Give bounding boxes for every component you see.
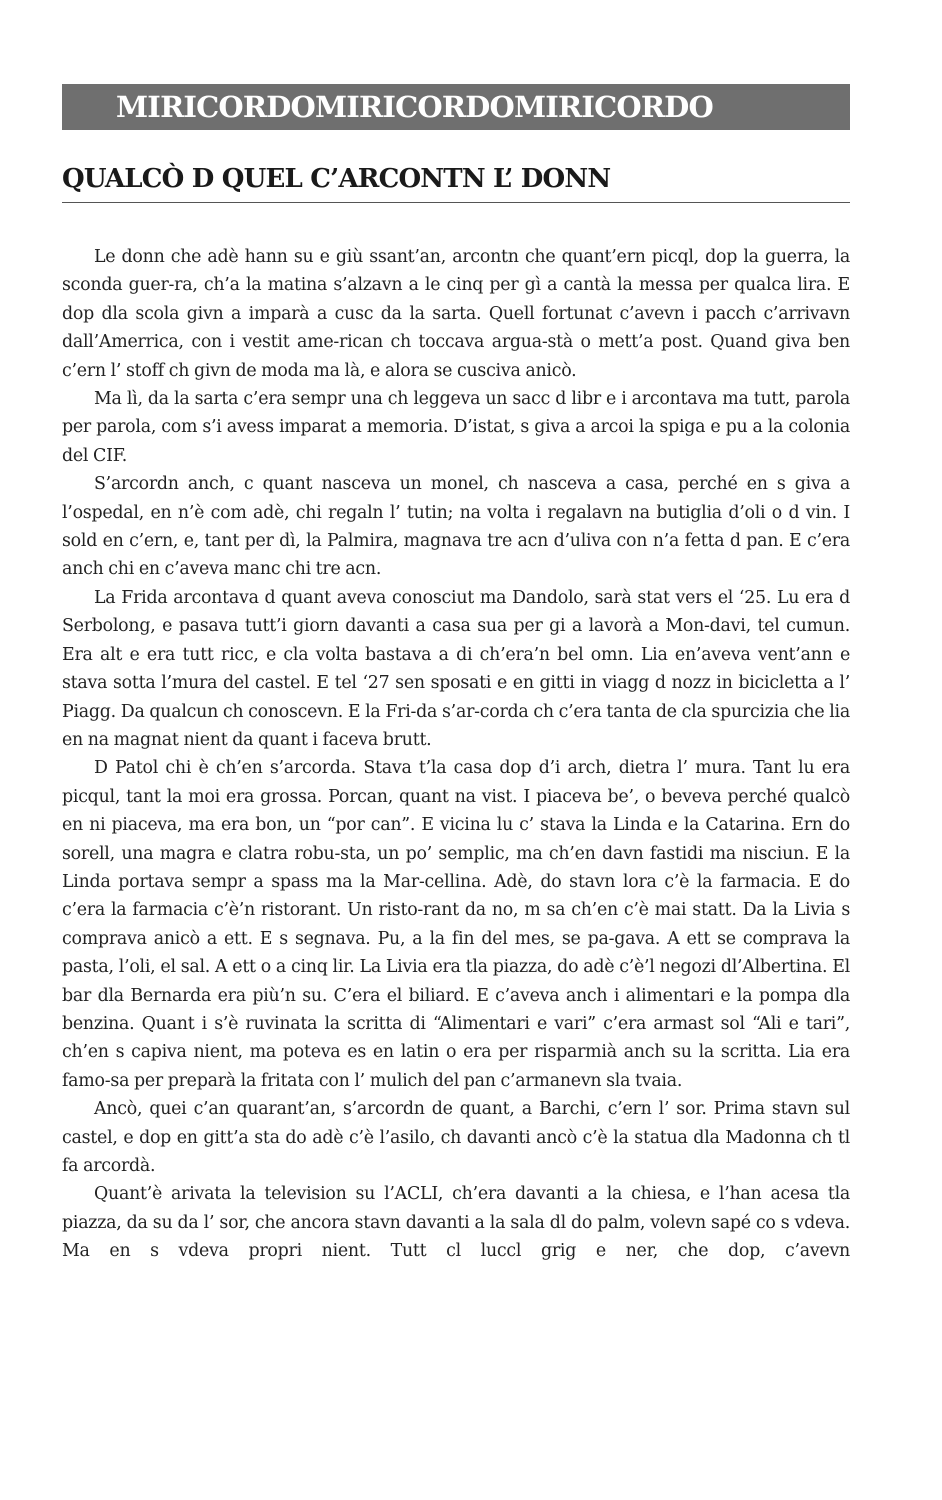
paragraph: S’arcordn anch, c quant nasceva un monel, ch nasceva a casa, perché en s giva a l’ospedal, en n’è com adè, chi regaln l’ tutin; na volta i regalavn na butiglia d’oli o d vin. I sold en c’ern, e, tant per dì, la Palmira, magnava tre acn d’uliva con n’a fetta d pan. E c’era anch chi en c’aveva manc chi tre acn.: [62, 474, 850, 580]
paragraph: D Patol chi è ch’en s’arcorda. Stava t’la casa dop d’i arch, dietra l’ mura. Tant lu era picqul, tant la moi era grossa. Porcan, quant na vist. I piaceva be’, o beveva perché qualcò en ni piaceva, ma era bon, un “por can”. E vicina lu c’ stava la Linda e la Catarina. Ern do sorell, una magra e clatra robu-sta, un po’ semplic, ma ch’en davn fastidi ma nisciun. E la Linda portava sempr a spass ma la Mar-cellina. Adè, do stavn lora c’è la farmacia. E do c’era la farmacia c’è’n ristorant. Un risto-rant da no, m sa ch’en c’è mai statt. Da la Livia s comprava anicò a ett. E s segnava. Pu, a la fin del mes, se pa-gava. A ett se comprava la pasta, l’oli, el sal. A ett o a cinq lir. La Livia era tla piazza, do adè c’è’l negozi dl’Albertina. El bar dla Bernarda era più’n su. C’era el biliard. E c’aveva anch i alimentari e la pompa dla benzina. Quant i s’è ruvinata la scritta di “Alimentari e vari” c’era armast sol “Ali e tari”, ch’en s capiva nient, ma poteva es en latin o era per risparmià anch su la scritta. Lia era famo-sa per preparà la fritata con l’ mulich del pan c’armanevn sla tvaia.: [62, 758, 850, 1091]
article-title: QUALCÒ D QUEL C’ARCONTN L’ DONN: [62, 164, 611, 194]
paragraph: Ma lì, da la sarta c’era sempr una ch leggeva un sacc d libr e i arcontava ma tutt, parola per parola, com s’i avess imparat a memoria. D’istat, s giva a arcoi la spiga e pu a la colonia del CIF.: [62, 389, 850, 466]
paragraph: Ancò, quei c’an quarant’an, s’arcordn de quant, a Barchi, c’ern l’ sor. Prima stavn sul castel, e dop en gitt’a sta do adè c’è l’asilo, ch davanti ancò c’è la statua dla Madonna ch tl fa arcordà.: [62, 1099, 850, 1176]
article-body: [62, 243, 850, 1266]
paragraph: La Frida arcontava d quant aveva conosciut ma Dandolo, sarà stat vers el ‘25. Lu era d Serbolong, e pasava tutt’i giorn davanti a casa sua per gi a lavorà a Mon-davi, tel cumun. Era alt e era tutt ricc, e cla volta bastava a di ch’era’n bel omn. Lia en’aveva vent’ann e stava sotta l’mura del castel. E tel ‘27 sen sposati e en gitti in viagg d nozz in bicicletta a l’ Piagg. Da qualcun ch conoscevn. E la Fri-da s’ar-corda ch c’era tanta de cla spurcizia che lia en na magnat nient da quant i faceva brutt.: [62, 587, 850, 750]
paragraph: Quant’è arivata la television su l’ACLI, ch’era davanti a la chiesa, e l’han acesa tla piazza, da su da l’ sor, che ancora stavn davanti a la sala dl do palm, volevn sapé co s vdeva. Ma en s vdeva propri nient. Tutt cl luccl grig e ner, che dop, c’avevn: [62, 1184, 850, 1262]
title-divider: [62, 202, 850, 203]
section-banner: [62, 84, 850, 130]
banner-text: MIRICORDOMIRICORDOMIRICORDO: [116, 90, 713, 124]
page: [62, 84, 850, 1266]
paragraph: Le donn che adè hann su e giù ssant’an, arcontn che quant’ern picql, dop la guerra, la sconda guer-ra, ch’a la matina s’alzavn a le cinq per gì a cantà la messa per qualca lira. E dop dla scola givn a imparà a cusc da la sarta. Quell fortunat c’avevn i pacch c’arrivavn dall’Amerrica, con i vestit ame-rican ch toccava argua-stà o mett’a post. Quand giva ben c’ern l’ stoff ch givn de moda ma là, e alora se cusciva anicò.: [62, 247, 850, 381]
